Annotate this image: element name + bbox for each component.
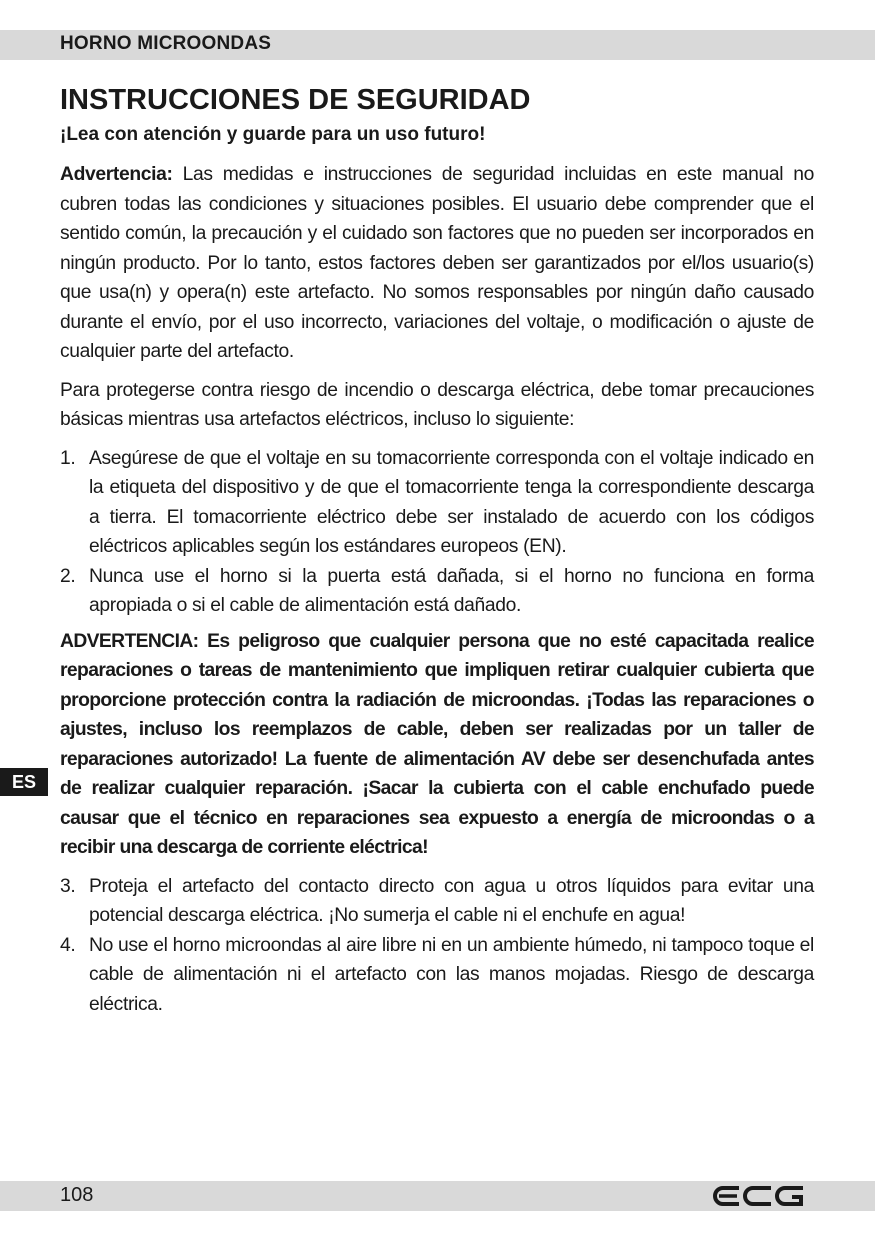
list-item-number: 4.: [60, 934, 76, 956]
page-title: INSTRUCCIONES DE SEGURIDAD: [60, 84, 531, 116]
list-item: [60, 562, 814, 621]
list-item-number: 3.: [60, 875, 76, 897]
list-item-text: Nunca use el horno si la puerta está dañada, si el horno no funciona en forma apropiada o si el cable de alimentación está dañado.: [89, 565, 814, 616]
section-header: HORNO MICROONDAS: [60, 33, 272, 54]
safety-list-1: [60, 444, 814, 621]
subtitle: ¡Lea con atención y guarde para un uso futuro!: [60, 124, 486, 145]
list-item-number: 2.: [60, 565, 76, 587]
list-item-number: 1.: [60, 447, 76, 469]
list-item-text: No use el horno microondas al aire libre ni en un ambiente húmedo, ni tampoco toque el cable de alimentación ni el artefacto con las manos mojadas. Riesgo de descarga eléctrica.: [89, 934, 814, 1015]
list-item-text: Asegúrese de que el voltaje en su tomacorriente corresponda con el voltaje indicado en la etiqueta del dispositivo y de que el tomacorriente tenga la correspondiente descarga a tierra. El tomacorriente eléctrico debe ser instalado de acuerdo con los códigos eléctricos aplicables según los estándares europeos (EN).: [89, 447, 814, 557]
intro-text: Las medidas e instrucciones de seguridad incluidas en este manual no cubren todas las condiciones y situaciones posibles. El usuario debe comprender que el sentido común, la precaución y el cuidado son factores que no pueden ser incorporados en ningún producto. Por lo tanto, estos factores deben ser garantizados por el/los usuario(s) que usa(n) y opera(n) este artefacto. No somos responsables por ningún daño causado durante el envío, por el uso incorrecto, variaciones del voltaje, o modificación o ajuste de cualquier parte del artefacto.: [60, 164, 814, 362]
safety-list-2: [60, 872, 814, 1020]
precautions-paragraph: Para protegerse contra riesgo de incendio o descarga eléctrica, debe tomar precauciones básicas mientras usa artefactos eléctricos, incluso lo siguiente:: [60, 379, 814, 430]
list-item: [60, 931, 814, 1020]
language-tab: ES: [0, 768, 48, 796]
list-item: [60, 872, 814, 931]
ecg-logo: [713, 1185, 805, 1207]
content-body: [60, 160, 814, 1025]
intro-paragraph: [60, 160, 814, 367]
list-item-text: Proteja el artefacto del contacto directo con agua u otros líquidos para evitar una potencial descarga eléctrica. ¡No sumerja el cable ni el enchufe en agua!: [89, 875, 814, 926]
warning-paragraph: ADVERTENCIA: Es peligroso que cualquier persona que no esté capacitada realice reparaciones o tareas de mantenimiento que impliquen retirar cualquier cubierta que proporcione protección contra la radiación de microondas. ¡Todas las reparaciones o ajustes, incluso los reemplazos de cable, deben ser realizadas por un taller de reparaciones autorizado! La fuente de alimentación AV debe ser desenchufada antes de realizar cualquier reparación. ¡Sacar la cubierta con el cable enchufado puede causar que el técnico en reparaciones sea expuesto a energía de microondas o a recibir una descarga de corriente eléctrica!: [60, 630, 814, 858]
page-number: 108: [60, 1184, 94, 1206]
list-item: [60, 444, 814, 562]
intro-label: Advertencia:: [60, 164, 173, 185]
